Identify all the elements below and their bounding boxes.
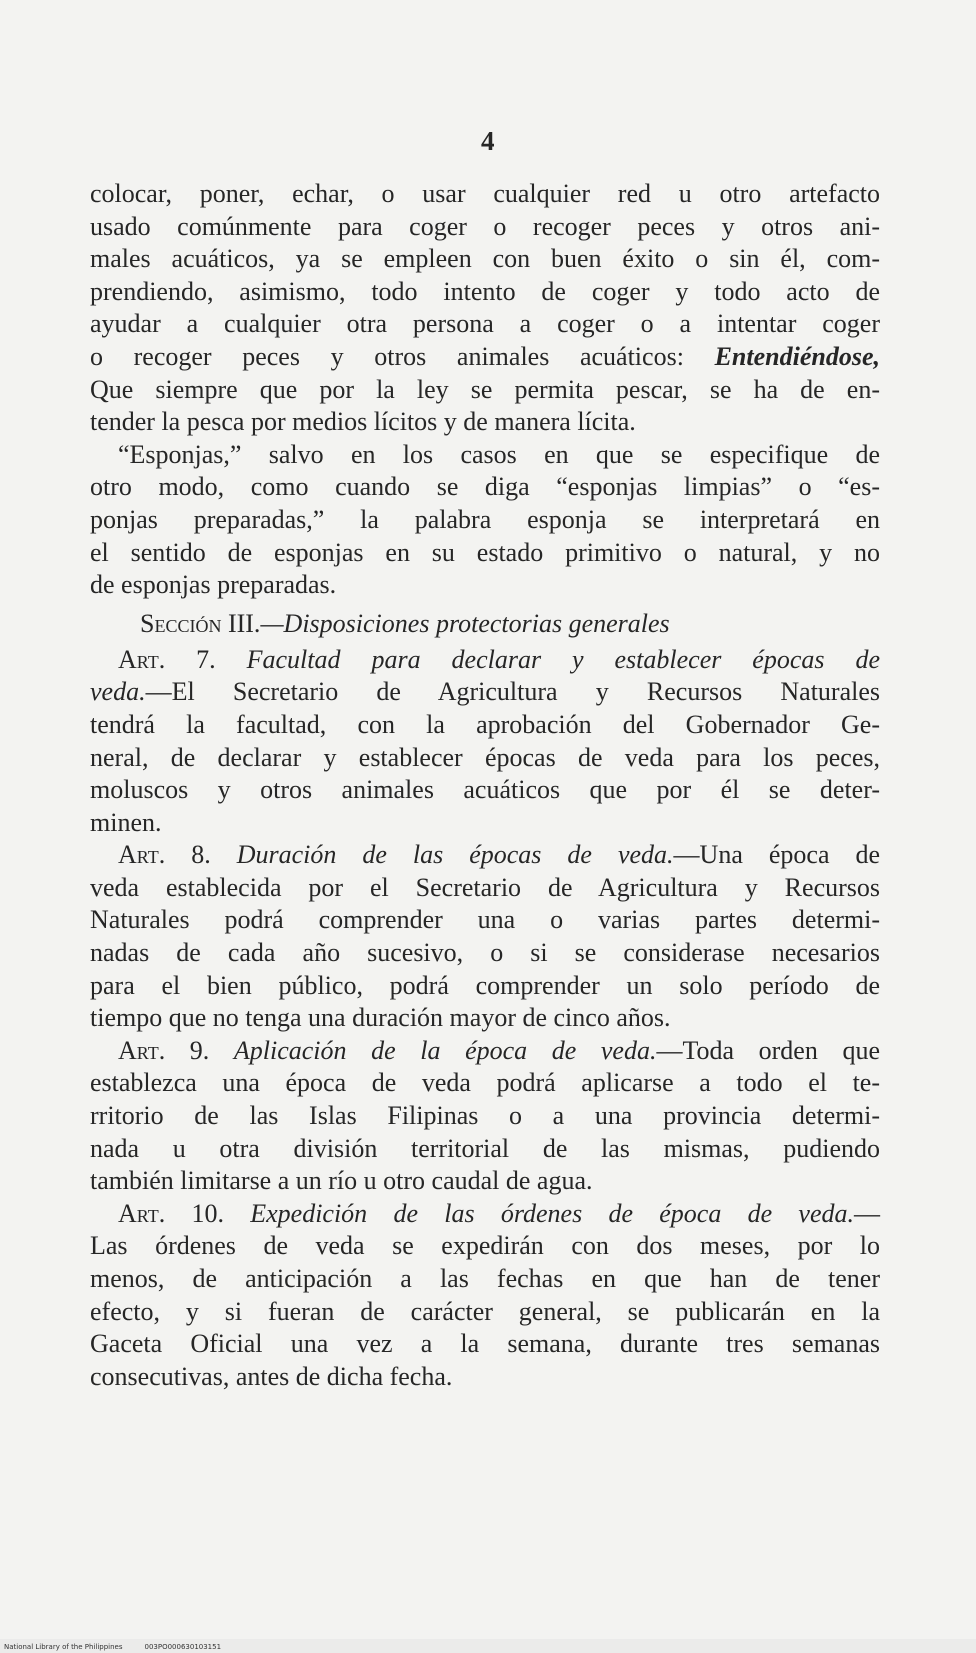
article-10-heading: Art. 10. Expedición de las órdenes de época de veda.—: [118, 1198, 880, 1228]
text-line: rritorio de las Islas Filipinas o a una provincia determi-: [90, 1101, 880, 1131]
text-line: veda establecida por el Secretario de Agricultura y Recursos: [90, 872, 880, 902]
text-line: ponjas preparadas,” la palabra esponja se interpretará en: [90, 504, 880, 534]
text-line: males acuáticos, ya se empleen con buen éxito o sin él, com-: [90, 244, 880, 274]
text-line: efecto, y si fueran de carácter general, se publicarán en la: [90, 1296, 880, 1326]
text-line: prendiendo, asimismo, todo intento de coger y todo acto de: [90, 276, 880, 306]
article-7-heading: Art. 7. Facultad para declarar y establecer épocas de: [118, 644, 881, 674]
text-line: el sentido de esponjas en su estado primitivo o natural, y no: [90, 537, 880, 567]
text-line: establezca una época de veda podrá aplicarse a todo el te-: [90, 1068, 880, 1098]
text-line: veda.—El Secretario de Agricultura y Recursos Naturales: [90, 677, 880, 707]
text-line: nadas de cada año sucesivo, o si se considerase necesarios: [90, 938, 880, 968]
text-line: o recoger peces y otros animales acuáticos: Entendiéndose,: [90, 341, 880, 371]
text-line: también limitarse a un río u otro caudal de agua.: [90, 1166, 593, 1196]
italic-term: Entendiéndose,: [714, 341, 880, 371]
text-line: de esponjas preparadas.: [90, 570, 337, 600]
library-name: National Library of the Philippines: [4, 1643, 123, 1651]
text-line: minen.: [90, 807, 162, 837]
text-line: neral, de declarar y establecer épocas de veda para los peces,: [90, 742, 880, 772]
text-line: nada u otra división territorial de las mismas, pudiendo: [90, 1133, 880, 1163]
section-heading: Sección III.—Disposiciones protectorias generales: [140, 608, 670, 638]
text-line: menos, de anticipación a las fechas en que han de tener: [90, 1264, 880, 1293]
text-line: “Esponjas,” salvo en los casos en que se especifique de: [118, 439, 880, 469]
body-text: [90, 178, 880, 1393]
text-line: Las órdenes de veda se expedirán con dos meses, por lo: [90, 1231, 880, 1261]
article-9-heading: Art. 9. Aplicación de la época de veda.—Toda orden que: [118, 1035, 880, 1065]
text-line: consecutivas, antes de dicha fecha.: [90, 1361, 453, 1391]
text-line: moluscos y otros animales acuáticos que por él se deter-: [90, 775, 880, 805]
text-line: tender la pesca por medios lícitos y de manera lícita.: [90, 407, 636, 437]
text-line: otro modo, como cuando se diga “esponjas limpias” o “es-: [90, 472, 880, 502]
text-line: Que siempre que por la ley se permita pescar, se ha de en-: [90, 374, 880, 404]
text-line: ayudar a cualquier otra persona a coger o a intentar coger: [90, 309, 880, 339]
footer-note: [4, 1643, 221, 1651]
text-line: colocar, poner, echar, o usar cualquier red u otro artefacto: [90, 179, 880, 208]
text-line: para el bien público, podrá comprender un solo período de: [90, 970, 880, 1000]
text-line: Gaceta Oficial una vez a la semana, durante tres semanas: [90, 1329, 880, 1359]
text-line: Naturales podrá comprender una o varias partes determi-: [90, 905, 880, 935]
text-line: usado comúnmente para coger o recoger peces y otros ani-: [90, 211, 880, 241]
page-number: 4: [481, 126, 495, 156]
text-line: tiempo que no tenga una duración mayor de cinco años.: [90, 1003, 671, 1033]
article-8-heading: Art. 8. Duración de las épocas de veda.—Una época de: [118, 840, 881, 870]
scan-id: 003PO000630103151: [144, 1643, 222, 1651]
text-line: tendrá la facultad, con la aprobación del Gobernador Ge-: [90, 709, 880, 739]
